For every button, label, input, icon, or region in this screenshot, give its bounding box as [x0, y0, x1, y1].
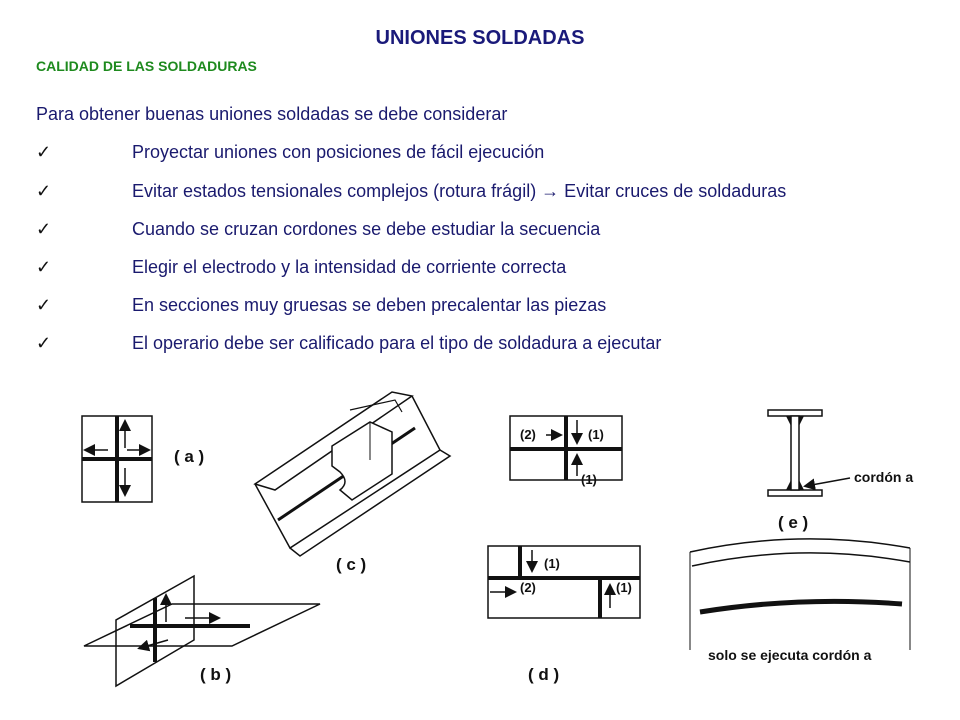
seq-label: (2)	[520, 580, 536, 595]
figure-bent-beam	[690, 539, 910, 663]
checkmark-icon: ✓	[36, 181, 52, 201]
list-item-text: En secciones muy gruesas se deben precalentar las piezas	[132, 295, 607, 315]
checkmark-icon: ✓	[36, 257, 52, 277]
list-item-text: Cuando se cruzan cordones se debe estudiar la secuencia	[132, 219, 601, 239]
seq-label: (2)	[520, 427, 536, 442]
figure-d-label: ( d )	[528, 665, 560, 684]
list-item-text: Proyectar uniones con posiciones de fácil ejecución	[132, 142, 545, 162]
seq-label: (1)	[588, 427, 604, 442]
checkmark-icon: ✓	[36, 219, 52, 239]
seq-label: (1)	[544, 556, 560, 571]
figure-a-label: ( a )	[174, 447, 205, 466]
figure-a	[82, 416, 204, 502]
only-cordon-a-label: solo se ejecuta cordón a	[708, 647, 872, 663]
list-item-text: Elegir el electrodo y la intensidad de corriente correcta	[132, 257, 567, 277]
page-title: UNIONES SOLDADAS	[375, 27, 585, 49]
list-item-text: El operario debe ser calificado para el tipo de soldadura a ejecutar	[132, 333, 662, 353]
figure-e-label: ( e )	[778, 513, 809, 532]
intro-text: Para obtener buenas uniones soldadas se debe considerar	[36, 104, 508, 124]
list-item-text: Evitar estados tensionales complejos (rotura frágil) → Evitar cruces de soldaduras	[132, 181, 787, 201]
figure-e	[768, 410, 913, 532]
checkmark-icon: ✓	[36, 295, 52, 315]
seq-label: (1)	[581, 472, 597, 487]
figure-b-label: ( b )	[200, 665, 232, 684]
figure-c	[255, 392, 450, 574]
figure-c-label: ( c )	[336, 555, 367, 574]
figure-d-bottom	[488, 546, 640, 684]
cordon-a-label: cordón a	[854, 469, 914, 485]
checkmark-icon: ✓	[36, 333, 52, 353]
figure-d-top	[510, 416, 622, 487]
checkmark-icon: ✓	[36, 142, 52, 162]
figure-b	[84, 576, 320, 686]
section-subtitle: CALIDAD DE LAS SOLDADURAS	[36, 58, 257, 74]
seq-label: (1)	[616, 580, 632, 595]
